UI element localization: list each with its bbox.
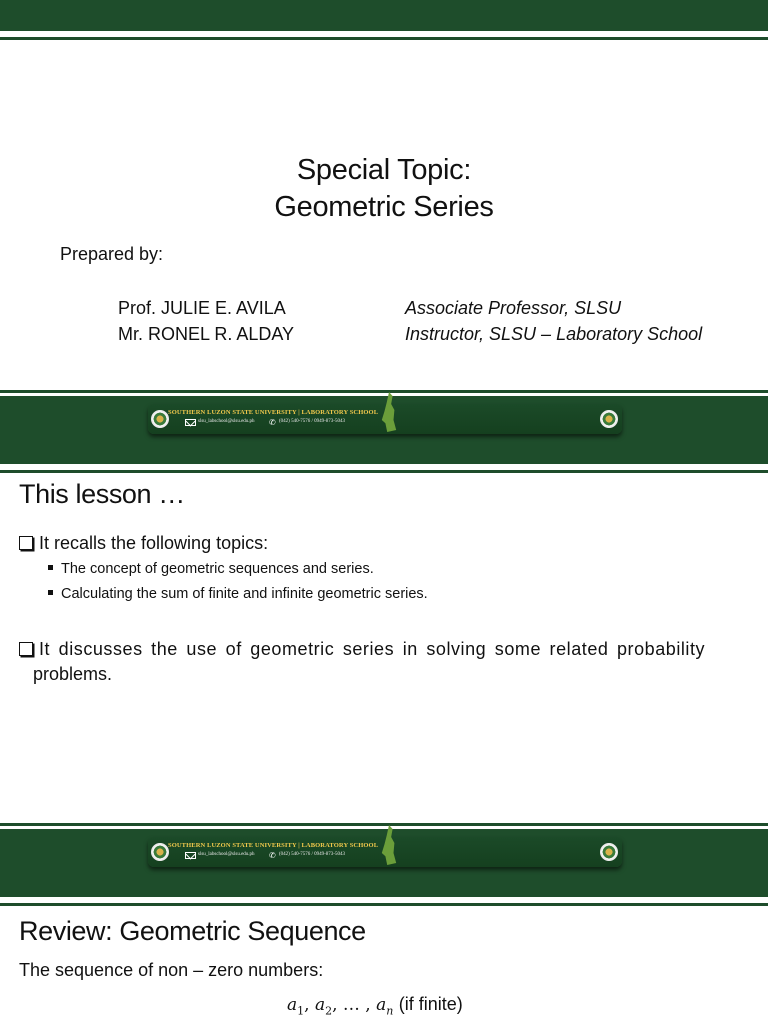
bullet-discuss-text-2: problems.	[33, 664, 113, 684]
map-icon	[380, 825, 398, 865]
footer-stripe-2b	[0, 903, 768, 906]
formula-note: (if finite)	[398, 994, 463, 1014]
footer-stripe-1b	[0, 470, 768, 473]
author-name-2: Mr. RONEL R. ALDAY	[118, 324, 295, 344]
university-seal-icon	[151, 410, 169, 428]
lesson-heading: This lesson …	[19, 479, 185, 509]
prepared-by-label: Prepared by:	[60, 244, 164, 264]
bullet-discuss-text-1: It discusses the use of geometric series in solving some related probability	[39, 639, 706, 659]
phone-text: (042) 540-7576 / 0949-873-5043	[279, 419, 345, 424]
phone-icon: ✆	[269, 851, 276, 860]
square-bullet-icon	[48, 565, 53, 570]
mail-icon	[185, 852, 196, 859]
phone-icon: ✆	[269, 418, 276, 427]
sequence-formula: $a_1$, $a_2$, … , $a_n$ (if finite)	[287, 994, 463, 1018]
email-text: slsu_labschool@slsu.edu.ph	[198, 419, 255, 424]
institution-name: SOUTHERN LUZON STATE UNIVERSITY | LABORATORY SCHOOL	[168, 842, 379, 849]
subbullet-2	[48, 586, 428, 602]
author-role-1: Associate Professor, SLSU	[405, 298, 622, 318]
footer-stripe-1	[0, 390, 768, 393]
school-seal-icon	[600, 410, 618, 428]
author-role-2: Instructor, SLSU – Laboratory School	[405, 324, 703, 344]
footer-band-2	[0, 829, 768, 897]
footer-stripe-2	[0, 823, 768, 826]
school-banner	[148, 837, 622, 867]
email-text: slsu_labschool@slsu.edu.ph	[198, 852, 255, 857]
institution-name: SOUTHERN LUZON STATE UNIVERSITY | LABORATORY SCHOOL	[168, 409, 379, 416]
square-bullet-icon	[48, 590, 53, 595]
school-banner	[148, 404, 622, 434]
bullet-discuss	[19, 639, 755, 660]
author-name-1: Prof. JULIE E. AVILA	[118, 298, 286, 318]
subbullet-1-text: The concept of geometric sequences and series.	[61, 561, 374, 577]
bullet-recall	[19, 533, 268, 554]
top-band	[0, 0, 768, 31]
checkbox-bullet-icon	[19, 642, 33, 656]
university-seal-icon	[151, 843, 169, 861]
slide-title-line2: Geometric Series	[274, 191, 494, 223]
school-seal-icon	[600, 843, 618, 861]
bullet-recall-text: It recalls the following topics:	[39, 533, 269, 553]
subbullet-1	[48, 561, 374, 577]
phone-text: (042) 540-7576 / 0949-873-5043	[279, 852, 345, 857]
top-stripe	[0, 37, 768, 40]
mail-icon	[185, 419, 196, 426]
review-heading: Review: Geometric Sequence	[19, 916, 366, 946]
map-icon	[380, 392, 398, 432]
subbullet-2-text: Calculating the sum of finite and infinite geometric series.	[61, 586, 428, 602]
slide-title-line1: Special Topic:	[296, 154, 472, 186]
footer-band-1	[0, 396, 768, 464]
checkbox-bullet-icon	[19, 536, 33, 550]
review-intro: The sequence of non – zero numbers:	[19, 960, 324, 980]
